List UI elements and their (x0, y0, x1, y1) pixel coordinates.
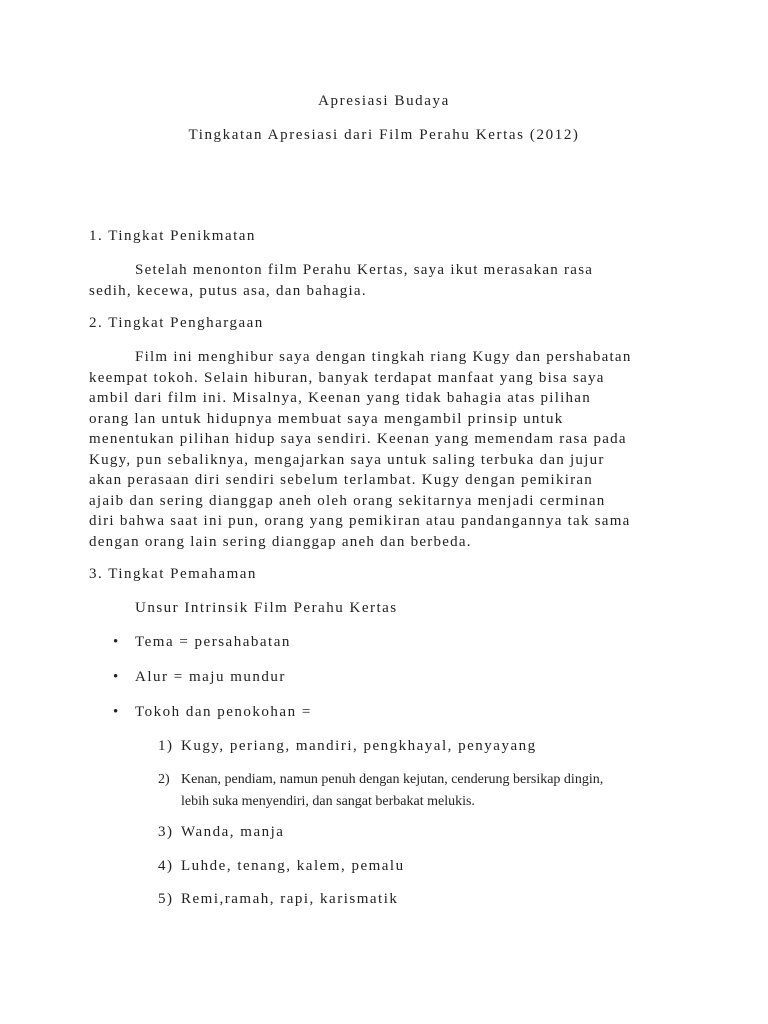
section-3-heading: 3. Tingkat Pemahaman (89, 566, 257, 582)
item-text: Kenan, pendiam, namun penuh dengan kejutan, cenderung bersikap dingin, (181, 772, 604, 787)
paragraph-line: keempat tokoh. Selain hiburan, banyak terdapat manfaat yang bisa saya (89, 369, 605, 386)
section-1-paragraph (89, 260, 689, 301)
bullet-icon: • (113, 704, 120, 720)
bullet-icon: • (113, 669, 120, 685)
bullet-text: Tokoh dan penokohan = (135, 704, 312, 720)
paragraph-line: dengan orang lain sering dianggap aneh dan berbeda. (89, 533, 472, 550)
section-2-heading: 2. Tingkat Penghargaan (89, 315, 264, 331)
character-item-kenan (158, 769, 603, 813)
paragraph-line: Setelah menonton film Perahu Kertas, saya ikut merasakan rasa (135, 262, 594, 278)
item-text: Wanda, manja (181, 824, 285, 840)
item-number: 4) (158, 858, 174, 874)
item-number: 1) (158, 738, 174, 754)
bullet-text: Alur = maju mundur (135, 669, 286, 685)
bullet-item-theme (113, 634, 291, 651)
paragraph-line: Kugy, pun sebaliknya, mengajarkan saya untuk saling terbuka dan jujur (89, 451, 605, 468)
section-2-paragraph (89, 347, 689, 552)
bullet-item-characters (113, 704, 312, 721)
character-item-luhde (158, 858, 405, 875)
paragraph-line: orang lan untuk hidupnya membuat saya mengambil prinsip untuk (89, 410, 564, 427)
character-item-remi (158, 891, 398, 908)
paragraph-line: Film ini menghibur saya dengan tingkah riang Kugy dan pershabatan (135, 349, 632, 365)
document-subtitle: Tingkatan Apresiasi dari Film Perahu Kertas (2012) (188, 127, 580, 143)
intrinsic-elements-subheading: Unsur Intrinsik Film Perahu Kertas (135, 600, 398, 616)
item-text: Remi,ramah, rapi, karismatik (181, 891, 399, 907)
paragraph-line: sedih, kecewa, putus asa, dan bahagia. (89, 282, 367, 299)
item-text: Luhde, tenang, kalem, pemalu (181, 858, 405, 874)
character-item-wanda (158, 824, 284, 841)
paragraph-line: menentukan pilihan hidup saya sendiri. Keenan yang memendam rasa pada (89, 431, 627, 447)
paragraph-line: akan perasaan diri sendiri sebelum terlambat. Kugy dengan pemikiran (89, 472, 594, 488)
bullet-text: Tema = persahabatan (135, 634, 291, 650)
item-number: 3) (158, 824, 174, 840)
character-item-kugy (158, 738, 537, 755)
document-title: Apresiasi Budaya (318, 93, 450, 109)
paragraph-line: diri bahwa saat ini pun, orang yang pemikiran atau pandangannya tak sama (89, 513, 631, 529)
section-1-heading: 1. Tingkat Penikmatan (89, 228, 256, 244)
bullet-item-plot (113, 669, 286, 686)
paragraph-line: ajaib dan sering dianggap aneh oleh orang sekitarnya menjadi cerminan (89, 492, 606, 509)
bullet-icon: • (113, 634, 120, 650)
item-text: Kugy, periang, mandiri, pengkhayal, penyayang (181, 738, 537, 754)
item-number: 5) (158, 891, 174, 907)
item-number: 2) (158, 772, 170, 787)
item-text-continued: lebih suka menyendiri, dan sangat berbakat melukis. (181, 794, 475, 809)
paragraph-line: ambil dari film ini. Misalnya, Keenan yang tidak bahagia atas pilihan (89, 390, 591, 406)
